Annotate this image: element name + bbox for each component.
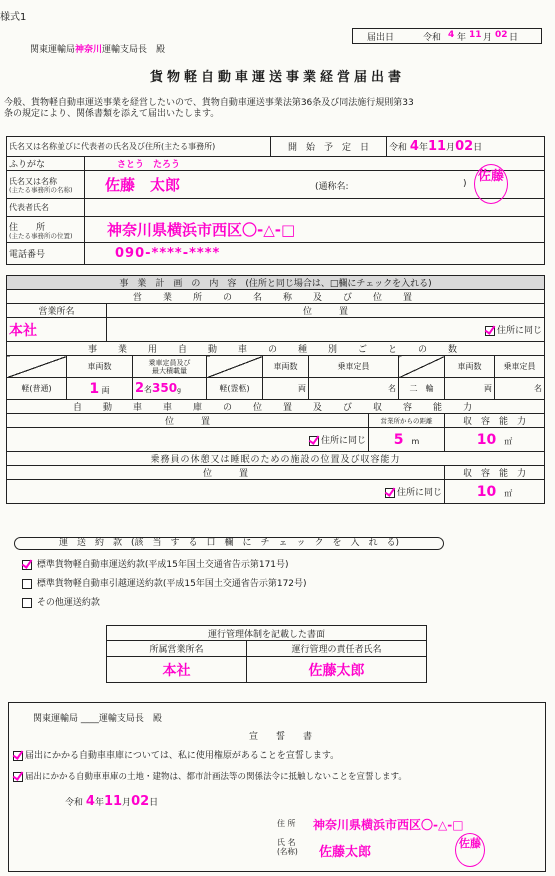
office-header: 営 業 所 の 名 称 及 び 位 置 [7, 290, 545, 304]
declaration-item1-checkbox[interactable] [13, 751, 23, 761]
filing-month[interactable]: 11 [469, 30, 482, 40]
terms-item-standard: 標準貨物軽自動車運送約款(平成15年国土交通省告示第171号) [22, 556, 307, 575]
alias-label: (通称名: [315, 182, 349, 192]
start-date-label: 開 始 予 定 日 [271, 137, 387, 157]
kei-hearse-label: 軽(霊柩) [207, 378, 263, 400]
rep-label: 代表者氏名 [7, 199, 85, 217]
rest-header: 乗務員の休憩又は睡眠のための施設の位置及び収容能力 [7, 452, 545, 466]
name-value[interactable]: 佐藤 太郎 [105, 176, 181, 194]
declaration-address-label: 住 所 [277, 819, 296, 828]
office-same-address-checkbox[interactable] [485, 326, 495, 336]
terms-item-other: その他運送約款 [22, 594, 307, 613]
kei-capacity[interactable]: 2 [135, 381, 145, 396]
office-name-value[interactable]: 本社 [9, 322, 37, 339]
phone-label: 電話番号 [7, 243, 85, 265]
terms-other-checkbox[interactable] [22, 598, 32, 608]
declaration-year[interactable]: 4 [85, 794, 95, 809]
management-table: 運行管理体制を記載した書面 所属営業所名 運行管理の責任者氏名 本社 佐藤太郎 [106, 625, 427, 683]
management-header: 運行管理体制を記載した書面 [107, 626, 427, 641]
garage-distance[interactable]: 5 [393, 431, 404, 448]
declaration-name-value[interactable]: 佐藤太郎 [319, 845, 372, 860]
garage-capacity[interactable]: 10 [476, 431, 497, 448]
kei-count[interactable]: 1 [89, 380, 100, 397]
furigana-value[interactable]: さとう たろう [117, 160, 181, 170]
office-same-address-label: 住所に同じ [497, 326, 543, 336]
address-value[interactable]: 神奈川県横浜市西区〇-△-□ [107, 221, 296, 239]
declaration-seal-stamp: 佐藤 [455, 833, 485, 867]
applicant-seal-stamp: 佐藤 [474, 164, 508, 204]
rep-value[interactable] [85, 199, 545, 217]
phone-value[interactable]: 090-****-**** [115, 246, 221, 261]
furigana-label: ふりがな [7, 157, 85, 171]
declaration-day[interactable]: 02 [131, 794, 150, 809]
declaration-box: 関東運輸局 ____運輸支局長 殿 宣 誓 書 届出にかかる自動車車庫については、私に使用権原があることを宣誓します。 届出にかかる自動車車庫の土地・建物は、都市計画法等の関係法令に抵触しないことを宣誓します。 令和 4年11月02日 住 所 神奈川県横浜市西区〇-△-□ 氏 名 (名称) 佐藤太郎 佐藤 [8, 702, 546, 872]
terms-list [22, 556, 307, 613]
applicant-table: 氏名又は名称並びに代表者の氏名及び住所(主たる事務所) 開 始 予 定 日 令和 4年11月02日 ふりがな さとう たろう 氏名又は名称 (主たる事務所の名称) 佐藤 太郎 (通称名: ) 代表者氏名 住 所 (主たる事務所の位置) 神奈川県横浜市西区〇-△-□ 電話番号 090-****-**** [6, 136, 545, 265]
terms-item-moving: 標準貨物軽自動車引越運送約款(平成15年国土交通省告示第172号) [22, 575, 307, 594]
kei-normal-label: 軽(普通) [7, 378, 67, 400]
declaration-address-value[interactable]: 神奈川県横浜市西区〇-△-□ [313, 818, 464, 832]
start-month[interactable]: 11 [427, 139, 447, 154]
declaration-addressee: 関東運輸局 ____運輸支局長 殿 [33, 714, 162, 724]
business-plan-table: 事 業 計 画 の 内 容 (住所と同じ場合は、□欄にチェックを入れる) 営 業 所 の 名 称 及 び 位 置 営業所名 位 置 本社 住所に同じ 事 業 用 自 動 車 の 種 別 ご と の 数 車両数 乗車定員及び 最大積載量 車両数 乗車定員 車両数 乗車定員 軽(普通) 1 両 2名350g 軽(霊柩) 両 名 二 輪 両 名 自 動 車 車 庫 の 位 置 及 び 収 容 能 力 位 置 営業所からの距離 収 容 能 力 住所に同じ 5 m 10 ㎡ 乗務員の休憩又は睡眠のための施設の位置及び収容能力 位 置 収 容 能 力 住所に同じ 10 ㎡ [6, 275, 545, 504]
declaration-item2-checkbox[interactable] [13, 772, 23, 782]
filing-date-label: 届出日 [367, 33, 395, 43]
start-date: 令和 4年11月02日 [387, 137, 545, 157]
kei-load[interactable]: 350 [152, 381, 178, 395]
applicant-header: 氏名又は名称並びに代表者の氏名及び住所(主たる事務所) [7, 137, 271, 157]
motorcycle-label: 二 輪 [399, 378, 445, 400]
terms-standard-checkbox[interactable] [22, 560, 32, 570]
filing-day[interactable]: 02 [495, 30, 508, 40]
garage-same-address-checkbox[interactable] [309, 436, 319, 446]
office-location-label: 位 置 [107, 304, 545, 318]
plan-band: 事 業 計 画 の 内 容 (住所と同じ場合は、□欄にチェックを入れる) [7, 276, 545, 290]
office-name-label: 営業所名 [7, 304, 107, 318]
addressee: 関東運輸局神奈川運輸支局長 殿 [30, 45, 166, 55]
declaration-month[interactable]: 11 [103, 794, 123, 809]
declaration-title: 宣 誓 書 [249, 732, 313, 742]
start-year[interactable]: 4 [409, 139, 419, 154]
declaration-date: 令和 4年11月02日 [65, 794, 159, 809]
rest-same-address-checkbox[interactable] [385, 488, 395, 498]
intro-text: 今般、貨物軽自動車運送事業を経営したいので、貨物自動車運送事業法第36条及び同法施行規則第33 条の規定により、関係書類を添えて届出いたします。 [4, 98, 414, 119]
filing-date-box: 届出日 令和 4 年 11 月 02 日 [352, 28, 542, 44]
declaration-name-label: 氏 名 [277, 838, 296, 847]
form-title: 貨物軽自動車運送事業経営届出書 [149, 70, 405, 85]
rest-capacity[interactable]: 10 [476, 483, 497, 500]
addressee-branch[interactable]: 神奈川 [75, 45, 103, 55]
management-office-value[interactable]: 本社 [162, 662, 191, 679]
start-day[interactable]: 02 [455, 139, 474, 154]
form-number: 様式1 [0, 12, 27, 23]
filing-year[interactable]: 4 [448, 30, 455, 40]
vehicle-header: 事 業 用 自 動 車 の 種 別 ご と の 数 [7, 342, 545, 356]
terms-moving-checkbox[interactable] [22, 579, 32, 589]
terms-header: 運 送 約 款 (該 当 す る 口 欄 に チ ェ ッ ク を 入 れ る) [14, 537, 444, 550]
garage-header: 自 動 車 車 庫 の 位 置 及 び 収 容 能 力 [7, 400, 545, 414]
management-manager-value[interactable]: 佐藤太郎 [308, 662, 365, 679]
